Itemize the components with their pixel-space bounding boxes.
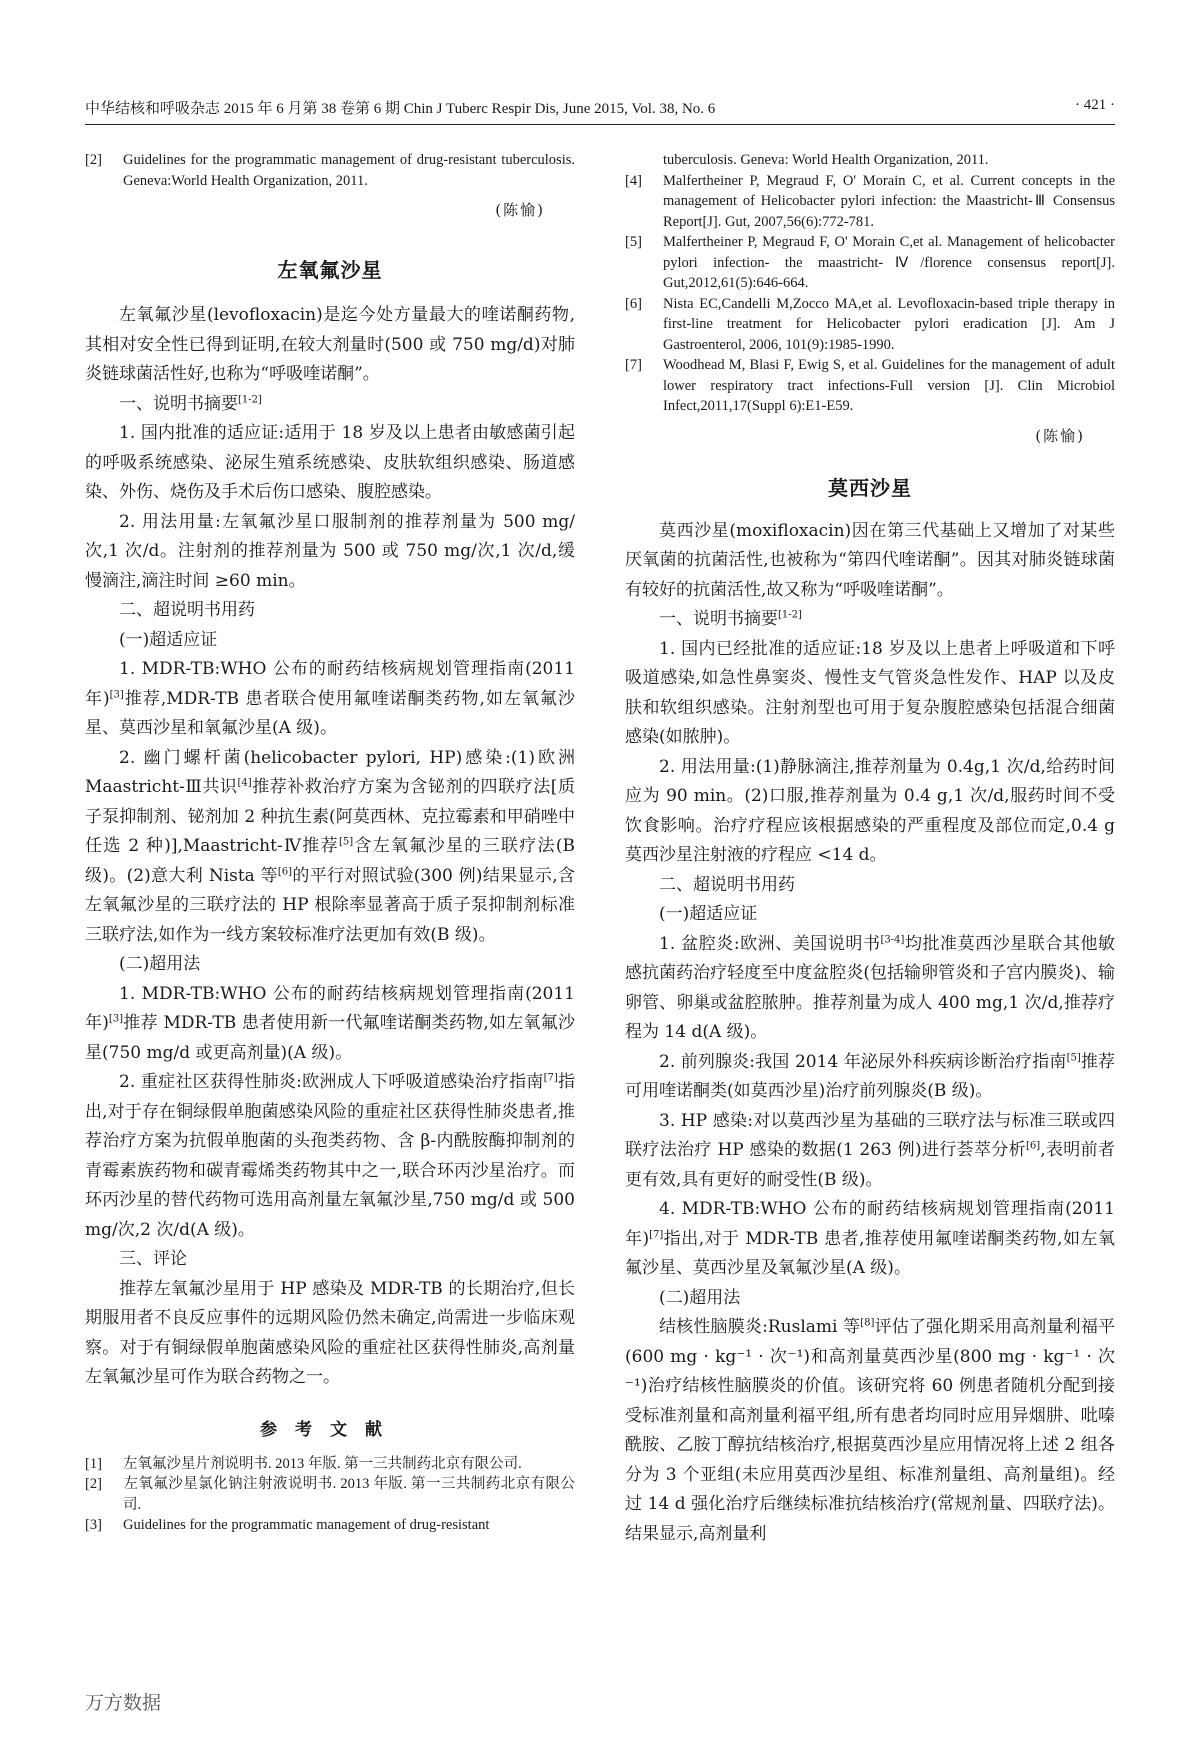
reference-item: [5] Malfertheiner P, Megraud F, O' Morain C,et al. Management of helicobacter pylori infection- the maastricht-Ⅳ/florence consensus report[J]. Gut,2012,61(5):646-664. bbox=[625, 234, 1115, 291]
right-column bbox=[625, 150, 1115, 1549]
author-signature: (陈愉) bbox=[495, 201, 545, 219]
paragraph: 1. 盆腔炎:欧洲、美国说明书[3-4]均批准莫西沙星联合其他敏感抗菌药治疗轻度至中度盆腔炎(包括输卵管炎和子宫内膜炎)、输卵管、卵巢或盆腔脓肿。推荐剂量为成人 400 mg,1 次/d,推荐疗程为 14 d(A 级)。 bbox=[625, 933, 1115, 1042]
section-title: 左氧氟沙星 bbox=[277, 258, 383, 282]
section-heading: 二、超说明书用药 bbox=[119, 600, 255, 620]
section-title: 莫西沙星 bbox=[828, 475, 912, 500]
reference-item: [7] Woodhead M, Blasi F, Ewig S, et al. Guidelines for the management of adult lower respiratory tract infections-Full version [J]. Clin Microbiol Infect,2011,17(Suppl 6):E1-E59. bbox=[625, 357, 1115, 414]
page-number: · 421 · bbox=[1075, 97, 1115, 113]
paragraph: 莫西沙星(moxifloxacin)因在第三代基础上又增加了对某些厌氧菌的抗菌活性,也被称为“第四代喹诺酮”。因其对肺炎链球菌有较好的抗菌活性,故又称为“呼吸喹诺酮”。 bbox=[625, 520, 1115, 600]
reference-item: [4] Malfertheiner P, Megraud F, O' Morain C, et al. Current concepts in the management of Helicobacter pylori infection: the Maastricht-Ⅲ Consensus Report[J]. Gut, 2007,56(6):772-781. bbox=[625, 172, 1115, 230]
paragraph: 1. MDR-TB:WHO 公布的耐药结核病规划管理指南(2011 年)[3]推荐,MDR-TB 患者联合使用氟喹诺酮类药物,如左氧氟沙星、莫西沙星和氧氟沙星(A 级)。 bbox=[85, 659, 575, 738]
paragraph: 2. 用法用量:(1)静脉滴注,推荐剂量为 0.4g,1 次/d,给药时间应为 90 min。(2)口服,推荐剂量为 0.4 g,1 次/d,服药时间不受饮食影响。治疗疗程应该根据感染的严重程度及部位而定,0.4 g 莫西沙星注射液的疗程应 <14 d。 bbox=[625, 756, 1115, 865]
paragraph: 2. 前列腺炎:我国 2014 年泌尿外科疾病诊断治疗指南[5]推荐可用喹诺酮类(如莫西沙星)治疗前列腺炎(B 级)。 bbox=[625, 1051, 1116, 1101]
subsection-heading: (一)超适应证 bbox=[659, 904, 758, 924]
section-heading: 三、评论 bbox=[119, 1249, 187, 1269]
header-rule bbox=[85, 124, 1115, 125]
journal-info: 中华结核和呼吸杂志 2015 年 6 月第 38 卷第 6 期 Chin J Tuberc Respir Dis, June 2015, Vol. 38, No. 6 bbox=[85, 101, 716, 117]
paragraph: 1. MDR-TB:WHO 公布的耐药结核病规划管理指南(2011 年)[3]推荐 MDR-TB 患者使用新一代氟喹诺酮类药物,如左氧氟沙星(750 mg/d 或更高剂量)(A 级)。 bbox=[85, 983, 575, 1063]
author-signature: (陈愉) bbox=[1035, 426, 1085, 445]
subsection-heading: (二)超用法 bbox=[659, 1287, 741, 1308]
reference-item: [6] Nista EC,Candelli M,Zocco MA,et al. Levofloxacin-based triple therapy in first-line treatment for Helicobacter pylori eradication [J]. Am J Gastroenterol, 2006, 101(9):1985-1990. bbox=[625, 295, 1115, 353]
paragraph: 1. 国内批准的适应证:适用于 18 岁及以上患者由敏感菌引起的呼吸系统感染、泌尿生殖系统感染、皮肤软组织感染、肠道感染、外伤、烧伤及手术后伤口感染、腹腔感染。 bbox=[85, 423, 575, 502]
paragraph: 结核性脑膜炎:Ruslami 等[8]评估了强化期采用高剂量利福平(600 mg · kg⁻¹ · 次⁻¹)和高剂量莫西沙星(800 mg · kg⁻¹ · 次⁻¹)治疗结核性脑膜炎的价值。该研究将 60 例患者随机分配到接受标准剂量和高剂量利福平组,所有患者均同时应用异烟肼、吡嗪酰胺、乙胺丁醇抗结核治疗,根据莫西沙星应用情况将上述 2 组各分为 3 个亚组(未应用莫西沙星组、标准剂量组、高剂量组)。经过 14 d 强化治疗后继续标准抗结核治疗(常规剂量、四联疗法)。结果显示,高剂量利 bbox=[625, 1317, 1116, 1544]
paragraph: 4. MDR-TB:WHO 公布的耐药结核病规划管理指南(2011 年)[7]指出,对于 MDR-TB 患者,推荐使用氟喹诺酮类药物,如左氧氟沙星、莫西沙星及氧氟沙星(A 级)。 bbox=[625, 1199, 1115, 1278]
section-heading: 一、说明书摘要[1-2] bbox=[659, 609, 802, 629]
paragraph: 推荐左氧氟沙星用于 HP 感染及 MDR-TB 的长期治疗,但长期服用者不良反应事件的远期风险仍然未确定,尚需进一步临床观察。对于有铜绿假单胞菌感染风险的重症社区获得性肺炎,高剂量左氧氟沙星可作为联合药物之一。 bbox=[85, 1278, 575, 1387]
section-heading: 一、说明书摘要[1-2] bbox=[119, 393, 262, 414]
reference-item: [1] 左氧氟沙星片剂说明书. 2013 年版. 第一三共制药北京有限公司. bbox=[85, 1455, 522, 1472]
paragraph: 1. 国内已经批准的适应证:18 岁及以上患者上呼吸道和下呼吸道感染,如急性鼻窦炎、慢性支气管炎急性发作、HAP 以及皮肤和软组织感染。注射剂型也可用于复杂腹腔感染包括混合细菌感染(如脓肿)。 bbox=[625, 638, 1115, 747]
reference-item: [2] 左氧氟沙星氯化钠注射液说明书. 2013 年版. 第一三共制药北京有限公司. bbox=[85, 1476, 575, 1513]
paragraph: 2. 幽门螺杆菌(helicobacter pylori, HP)感染:(1)欧洲 Maastricht-Ⅲ共识[4]推荐补救治疗方案为含铋剂的四联疗法[质子泵抑制剂、铋剂加 2 种抗生素(阿莫西林、克拉霉素和甲硝唑中任选 2 种)],Maastricht-Ⅳ推荐[5]含左氧氟沙星的三联疗法(B 级)。(2)意大利 Nista 等[6]的平行对照试验(300 例)结果显示,含左氧氟沙星的三联疗法的 HP 根除率显著高于质子泵抑制剂标准三联疗法,如作为一线方案较标准疗法更加有效(B 级)。 bbox=[85, 747, 575, 945]
paragraph: 2. 重症社区获得性肺炎:欧洲成人下呼吸道感染治疗指南[7]指出,对于存在铜绿假单胞菌感染风险的重症社区获得性肺炎患者,推荐治疗方案为抗假单胞菌的头孢类药物、含 β-内酰胺酶抑制剂的青霉素族药物和碳青霉烯类药物其中之一,联合环丙沙星治疗。而环丙沙星的替代药物可选用高剂量左氧氟沙星,750 mg/d 或 500 mg/次,2 次/d(A 级)。 bbox=[85, 1072, 575, 1240]
paragraph: 左氧氟沙星(levofloxacin)是迄今处方量最大的喹诺酮药物,其相对安全性已得到证明,在较大剂量时(500 或 750 mg/d)对肺炎链球菌活性好,也称为“呼吸喹诺酮”。 bbox=[85, 305, 575, 384]
paragraph: 2. 用法用量:左氧氟沙星口服制剂的推荐剂量为 500 mg/次,1 次/d。注射剂的推荐剂量为 500 或 750 mg/次,1 次/d,缓慢滴注,滴注时间 ≥60 min。 bbox=[85, 511, 575, 591]
subsection-heading: (一)超适应证 bbox=[119, 629, 218, 650]
references-title: 参考文献 bbox=[260, 1419, 400, 1440]
running-header bbox=[85, 97, 1115, 123]
reference-continuation: tuberculosis. Geneva: World Health Organization, 2011. bbox=[663, 152, 989, 168]
subsection-heading: (二)超用法 bbox=[119, 954, 201, 974]
reference-item: [3] Guidelines for the programmatic management of drug-resistant bbox=[85, 1517, 490, 1533]
reference-item: [2] Guidelines for the programmatic management of drug-resistant tuberculosis. Geneva:World Health Organization, 2011. bbox=[85, 152, 575, 189]
watermark-footer: 万方数据 bbox=[85, 1692, 162, 1714]
left-column bbox=[85, 150, 575, 1536]
section-heading: 二、超说明书用药 bbox=[659, 874, 795, 895]
paragraph: 3. HP 感染:对以莫西沙星为基础的三联疗法与标准三联或四联疗法治疗 HP 感染的数据(1 263 例)进行荟萃分析[6],表明前者更有效,具有更好的耐受性(B 级)。 bbox=[625, 1110, 1115, 1190]
